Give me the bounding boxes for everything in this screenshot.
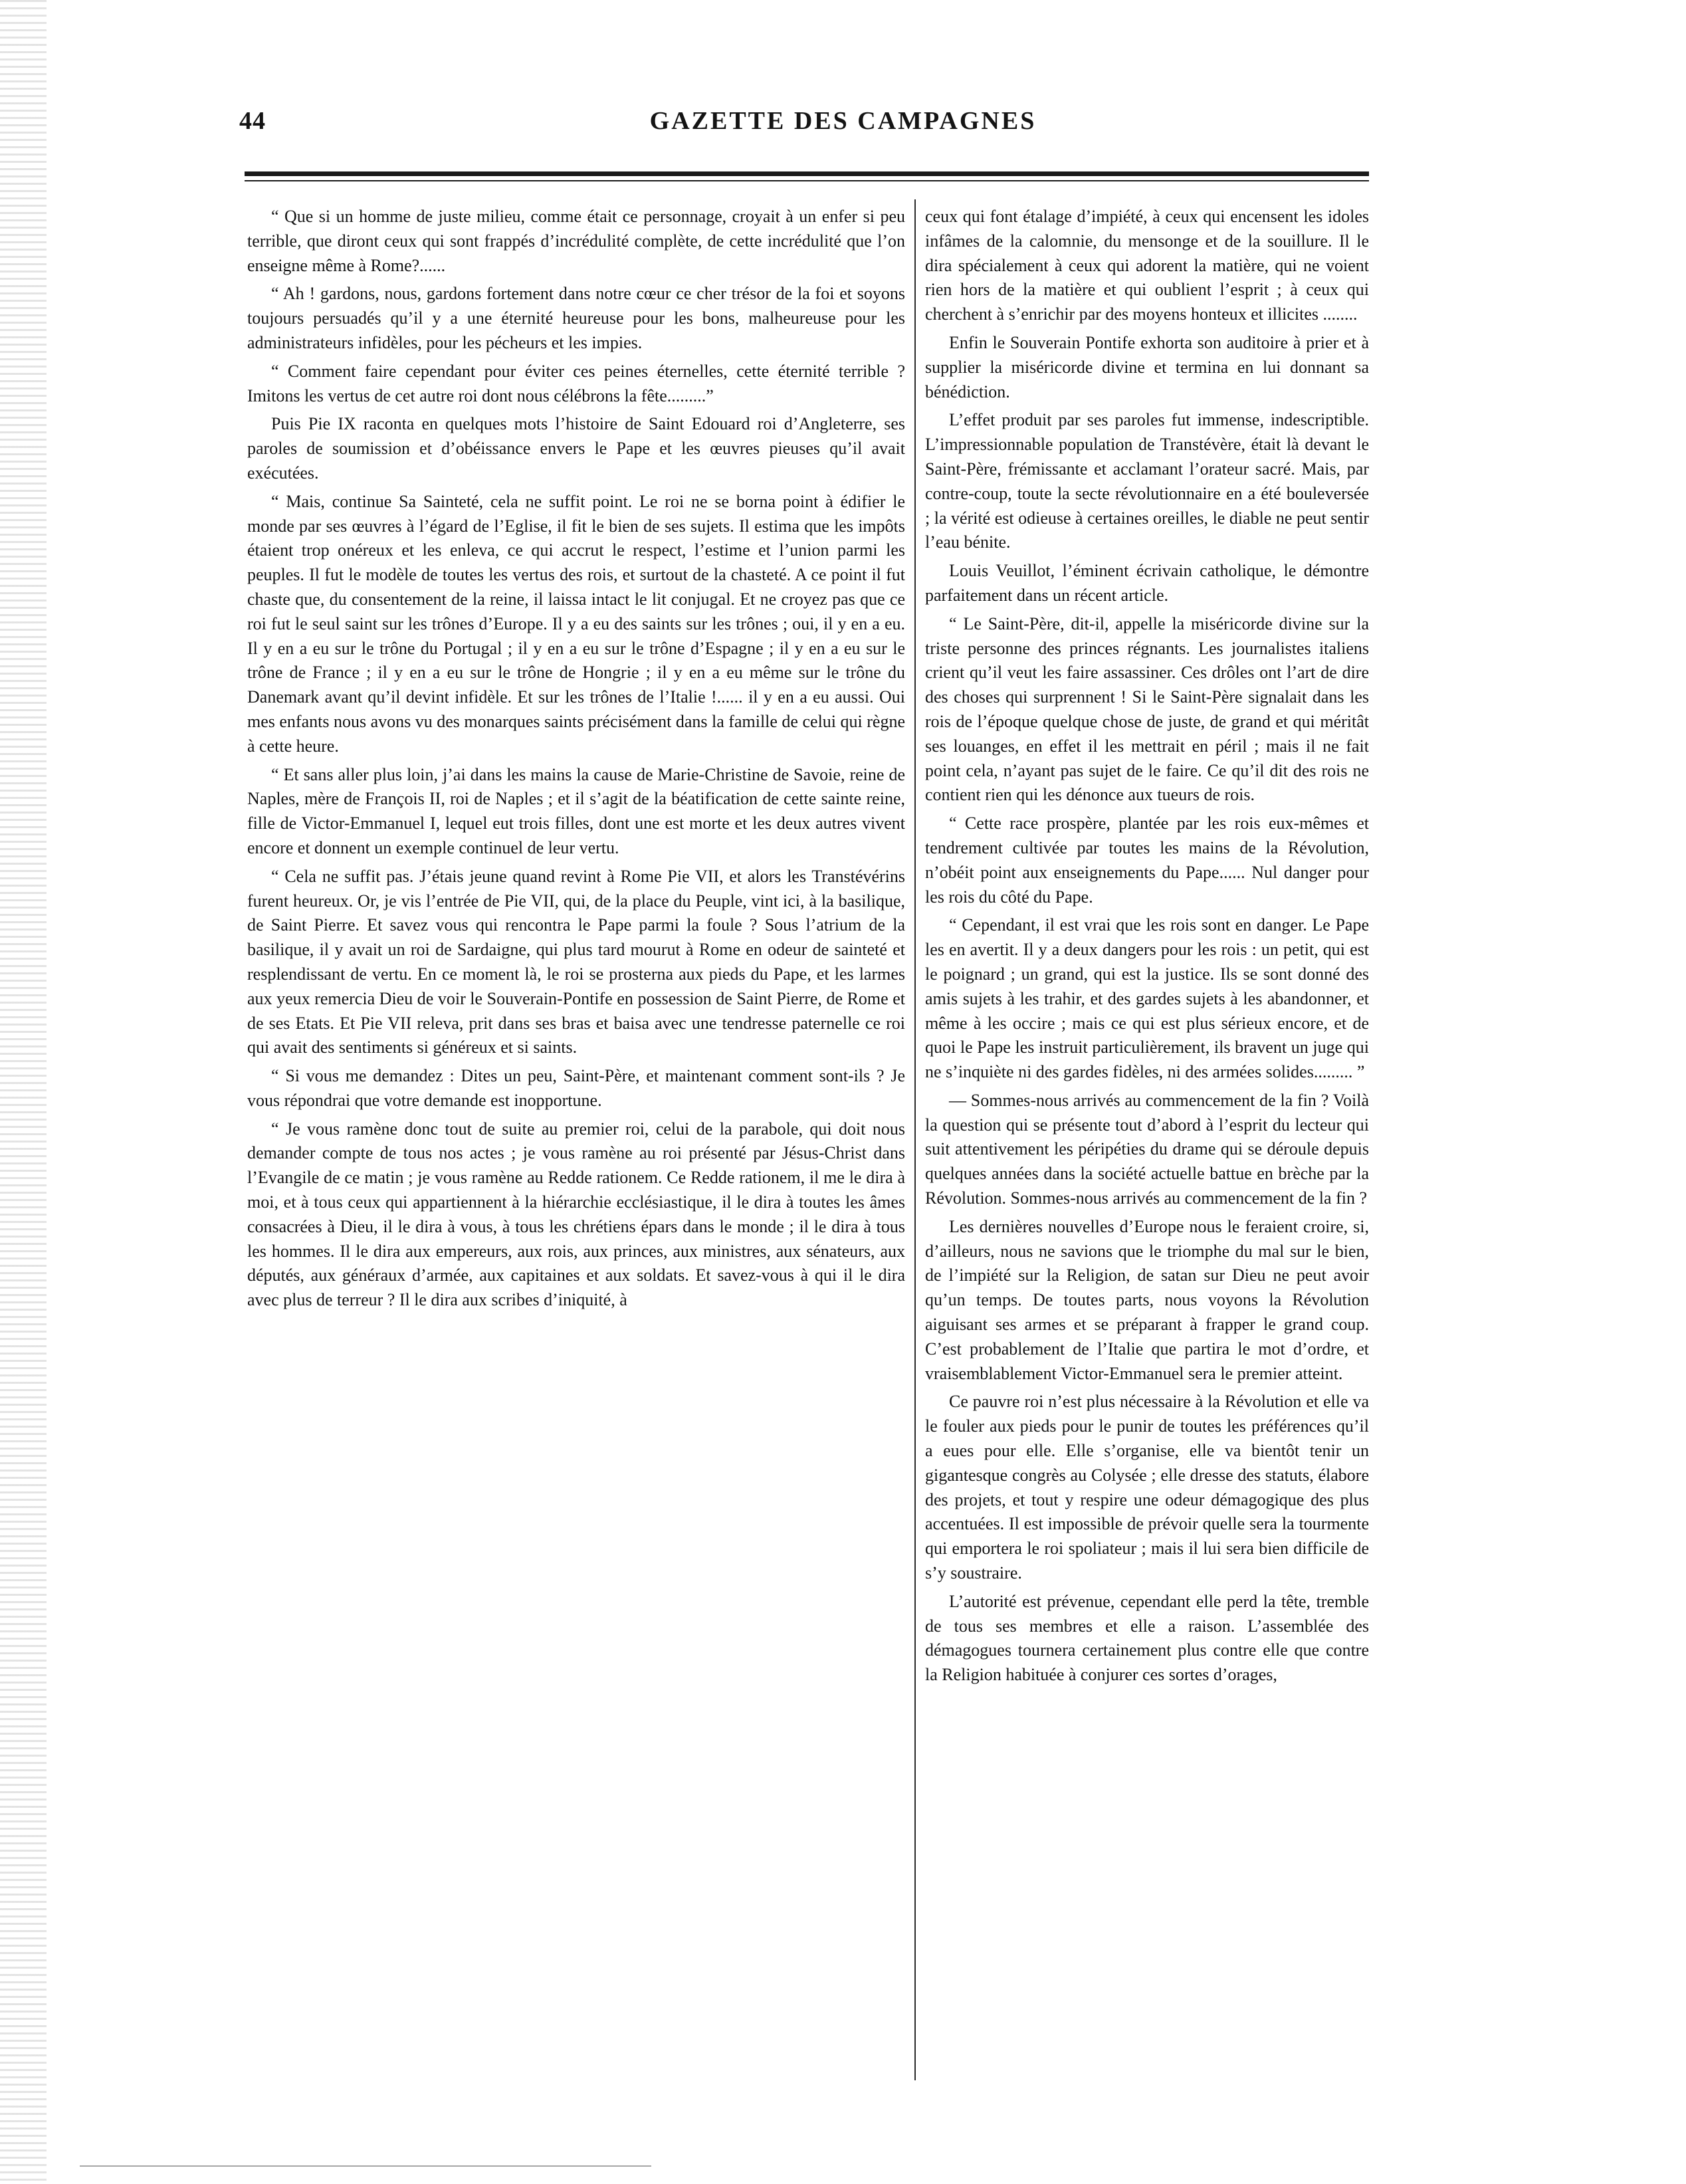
header-rule-thick [245,171,1369,176]
newspaper-title: GAZETTE DES CAMPAGNES [649,107,1037,135]
paragraph: “ Comment faire cependant pour éviter ces peines éternelles, cette éternité terrible ? Imitons les vertus de cet autre roi dont nous célébrons la fête.........” [247,361,905,405]
paragraph: “ Cela ne suffit pas. J’étais jeune quand revint à Rome Pie VII, et alors les Transtévérins furent heureux. Or, je vis l’entrée de Pie VII, qui, de la place du Peuple, vint ici, à la basilique, de Saint Pierre. Et savez vous qui rencontra le Pape parmi la foule ? Sous l’atrium de la basilique, il y avait un roi de Sardaigne, qui plus tard mourut à Rome en odeur de sainteté et resplendissant de vertu. En ce moment là, le roi se prosterna aux pieds du Pape, et les larmes aux yeux remercia Dieu de voir le Souverain-Pontife en possession de Saint Pierre, de Rome et de ses Etats. Et Pie VII releva, prit dans ses bras et baisa avec une tendresse paternelle ce roi qui avait des sentiments si généreux et si saints. [247,866,905,1057]
right-column [0,205,1686,2079]
paragraph: “ Le Saint-Père, dit-il, appelle la miséricorde divine sur la triste personne des princes régnants. Les journalistes italiens crient qu’il veut les faire assassiner. Ces drôles ont l’art de dire des choses qui surprennent ! Si le Saint-Père signalait dans les rois de l’époque quelque chose de juste, de grand et qui méritât ses louanges, en effet il les mettrait en péril ; mais il ne fait point cela, n’ayant pas sujet de le faire. Ce qu’il dit des rois ne contient rien qui les dénonce aux tueurs de rois. [925,613,1369,805]
paragraph: Ce pauvre roi n’est plus nécessaire à la Révolution et elle va le fouler aux pieds pour le punir de toutes les préférences qu’il a eues pour elle. Elle s’organise, elle va bientôt tenir un gigantesque congrès au Colysée ; elle dresse des statuts, élabore des projets, et tout y respire une odeur démagogique des plus accentuées. Il est impossible de prévoir quelle sera la tourmente qui emportera le roi spoliateur ; mais il lui sera bien difficile de s’y soustraire. [925,1392,1369,1583]
paragraph: L’autorité est prévenue, cependant elle perd la tête, tremble de tous ses membres et elle a raison. L’assemblée des démagogues tournera certainement plus contre elle que contre la Religion habituée à conjurer ces sortes d’orages, [925,1591,1369,1685]
paragraph: “ Je vous ramène donc tout de suite au premier roi, celui de la parabole, qui doit nous demander compte de tous nos actes ; je vous ramène au roi présenté par Jésus-Christ dans l’Evangile de ce matin ; je vous ramène au Redde rationem. Ce Redde rationem, il me le dira à moi, et à tous ceux qui appartiennent à la hiérarchie ecclésiastique, il le dira à toutes les âmes consacrées à Dieu, il le dira à vous, à tous les chrétiens épars dans le monde ; il le dira à tous les hommes. Il le dira aux empereurs, aux rois, aux princes, aux ministres, aux sénateurs, aux députés, aux généraux d’armée, aux capitaines et aux soldats. Et savez-vous à qui il le dira avec plus de terreur ? Il le dira aux scribes d’iniquité, à [247,1119,905,1310]
paragraph: “ Cette race prospère, plantée par les rois eux-mêmes et tendrement cultivée par toutes les mains de la Révolution, n’obéit point aux enseignements du Pape...... Nul danger pour les rois du côté du Pape. [925,814,1369,907]
paragraph: — Sommes-nous arrivés au commencement de la fin ? Voilà la question qui se présente tout d’abord à l’esprit du lecteur qui suit attentivement les péripéties du drame qui se déroule depuis quelques années dans la société actuelle battue en brèche par la Révolution. Sommes-nous arrivés au commencement de la fin ? [925,1090,1369,1208]
paragraph: “ Ah ! gardons, nous, gardons fortement dans notre cœur ce cher trésor de la foi et soyons toujours persuadés qu’il y a une éternité heureuse pour les bons, malheureuse pour les administrateurs infidèles, pour les pécheurs et les impies. [247,284,905,352]
paragraph: “ Mais, continue Sa Sainteté, cela ne suffit point. Le roi ne se borna point à édifier le monde par ses œuvres à l’égard de l’Eglise, il fit le bien de ses sujets. Il estima que les impôts étaient trop onéreux et les enleva, ce qui accrut le respect, l’estime et l’union parmi les peuples. Il fut le modèle de toutes les vertus des rois, et surtout de la chasteté. A ce point il fut chaste que, du consentement de la reine, il laissa intact le lit conjugal. Et ne croyez pas que ce roi fut le seul saint sur les trônes d’Europe. Il y a eu des saints sur les trônes ; oui, il y en a eu. Il y en a eu sur le trône du Portugal ; il y en a eu sur le trône d’Espagne ; il y en a eu sur le trône de France ; il y en a eu sur le trône de Hongrie ; il y en a eu même sur le trône du Danemark avant qu’il devint infidèle. Et sur les trônes de l’Italie !...... il y en a eu aussi. Oui mes enfants nous avons vu des monarques saints précisément dans la famille de celui qui règne à cette heure. [247,491,905,756]
paragraph: Enfin le Souverain Pontife exhorta son auditoire à prier et à supplier la miséricorde divine et termina en lui donnant sa bénédiction. [925,332,1369,401]
paragraph: Louis Veuillot, l’éminent écrivain catholique, le démontre parfaitement dans un récent article. [925,561,1369,605]
bottom-scan-mark [80,2165,651,2167]
paragraph: “ Et sans aller plus loin, j’ai dans les mains la cause de Marie-Christine de Savoie, reine de Naples, mère de François II, roi de Naples ; et il s’agit de la béatification de cette sainte reine, fille de Victor-Emmanuel I, lequel eut trois filles, dont une est morte et les deux autres vivent encore et donnent un exemple continuel de leur vertu. [247,764,905,857]
paragraph: “ Que si un homme de juste milieu, comme était ce personnage, croyait à un enfer si peu terrible, que diront ceux qui sont frappés d’incrédulité complète, de cette incrédulité que l’on enseigne même à Rome?...... [247,207,905,275]
paragraph: Puis Pie IX raconta en quelques mots l’histoire de Saint Edouard roi d’Angleterre, ses paroles de soumission et d’obéissance envers le Pape et les œuvres pieuses qu’il avait exécutées. [247,414,905,483]
page-number: 44 [239,107,266,135]
paragraph: “ Cependant, il est vrai que les rois sont en danger. Le Pape les en avertit. Il y a deux dangers pour les rois : un petit, qui est le poignard ; un grand, qui est la justice. Ils se sont donné des amis sujets à les trahir, et des gardes sujets à les abandonner, et même à les occire ; mais ce qui est plus sérieux encore, et de quoi le Pape les instruit particulièrement, ils bravent un juge qui ne s’inquiète ni des gardes fidèles, ni des armées solides......... ” [925,915,1369,1082]
header-rule-thin [245,180,1369,181]
paragraph: Les dernières nouvelles d’Europe nous le feraient croire, si, d’ailleurs, nous ne savions que le triomphe du mal sur le bien, de l’impiété sur la Religion, de satan sur Dieu ne peut avoir qu’un temps. De toutes parts, nous voyons la Révolution aiguisant ses armes et se préparant à frapper le grand coup. C’est probablement de l’Italie que partira le mot d’ordre, et vraisemblablement Victor-Emmanuel sera le premier atteint. [925,1216,1369,1383]
paragraph: “ Si vous me demandez : Dites un peu, Saint-Père, et maintenant comment sont-ils ? Je vous répondrai que votre demande est inopportune. [247,1066,905,1110]
paragraph: L’effet produit par ses paroles fut immense, indescriptible. L’impressionnable population de Transtévère, était là devant le Saint-Père, frémissante et acclamant l’orateur sacré. Mais, par contre-coup, toute la secte révolutionnaire en a été bouleversée ; la vérité est odieuse à certaines oreilles, le diable ne peut sentir l’eau bénite. [925,410,1369,552]
paragraph: ceux qui font étalage d’impiété, à ceux qui encensent les idoles infâmes de la calomnie, du mensonge et de la souillure. Il le dira spécialement à ceux qui adorent la matière, qui ne voient rien hors de la matière et qui oublient l’esprit ; à ceux qui cherchent à s’enrichir par des moyens honteux et illicites ........ [925,207,1369,324]
